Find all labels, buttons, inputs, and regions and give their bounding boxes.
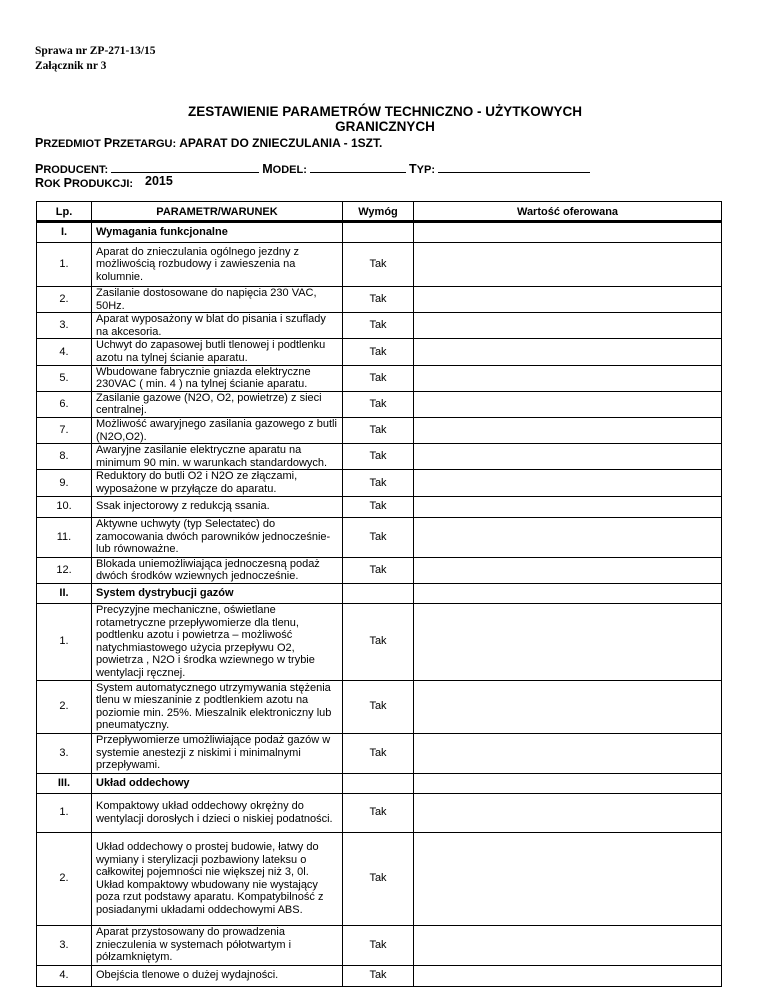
row-offered-value[interactable]: [414, 470, 722, 496]
table-row: [37, 391, 722, 417]
row-parameter: Kompaktowy układ oddechowy okrężny do wentylacji dorosłych i dzieci o niskiej podatności.: [92, 793, 343, 832]
producer-row: [35, 161, 590, 176]
table-row: [37, 925, 722, 965]
row-parameter: Możliwość awaryjnego zasilania gazowego z butli (N2O,O2).: [92, 417, 343, 443]
table-row: [37, 417, 722, 443]
table-row: [37, 313, 722, 339]
row-parameter: Obejścia tlenowe o dużej wydajności.: [92, 965, 343, 986]
table-row: [37, 339, 722, 365]
title-line-2: GRANICZNYCH: [335, 119, 435, 134]
row-parameter: Wymagania funkcjonalne: [92, 223, 343, 243]
table-row: [37, 832, 722, 925]
producer-blank: [111, 161, 259, 173]
section-row: [37, 583, 722, 603]
header-requirement: Wymóg: [343, 202, 414, 223]
row-offered-value[interactable]: [414, 339, 722, 365]
row-parameter: Aktywne uchwyty (typ Selectatec) do zamocowania dwóch parowników jednocześnie-lub równoważne.: [92, 517, 343, 557]
producer-label: PRODUCENT:: [35, 162, 109, 176]
type-blank: [438, 161, 590, 173]
row-parameter: System automatycznego utrzymywania stężenia tlenu w mieszaninie z podtlenkiem azotu na poziomie min. 25%. Mieszalnik elektroniczny lub pneumatyczny.: [92, 680, 343, 733]
row-parameter: Blokada uniemożliwiająca jednoczesną podaż dwóch środków wziewnych jednocześnie.: [92, 557, 343, 583]
row-parameter: Układ oddechowy: [92, 773, 343, 793]
row-offered-value[interactable]: [414, 773, 722, 793]
row-requirement: Tak: [343, 243, 414, 287]
case-number: Sprawa nr ZP-271-13/15: [35, 45, 156, 57]
row-offered-value[interactable]: [414, 832, 722, 925]
row-number: 6.: [37, 391, 92, 417]
row-parameter: Reduktory do butli O2 i N2O ze złączami, wyposażone w przyłącze do aparatu.: [92, 470, 343, 496]
row-offered-value[interactable]: [414, 965, 722, 986]
row-offered-value[interactable]: [414, 313, 722, 339]
row-number: 12.: [37, 557, 92, 583]
row-offered-value[interactable]: [414, 391, 722, 417]
row-number: 10.: [37, 496, 92, 517]
row-number: 3.: [37, 925, 92, 965]
row-requirement: Tak: [343, 925, 414, 965]
row-offered-value[interactable]: [414, 583, 722, 603]
row-number: 2.: [37, 287, 92, 313]
row-number: 7.: [37, 417, 92, 443]
table-row: [37, 243, 722, 287]
row-requirement: Tak: [343, 517, 414, 557]
row-parameter: Uchwyt do zapasowej butli tlenowej i podtlenku azotu na tylnej ścianie aparatu.: [92, 339, 343, 365]
table-body: [37, 223, 722, 987]
row-offered-value[interactable]: [414, 243, 722, 287]
row-requirement: Tak: [343, 444, 414, 470]
page-title: [90, 104, 680, 134]
row-number: 8.: [37, 444, 92, 470]
row-requirement: Tak: [343, 733, 414, 773]
row-number: III.: [37, 773, 92, 793]
row-number: 5.: [37, 365, 92, 391]
row-number: I.: [37, 223, 92, 243]
table-row: [37, 557, 722, 583]
row-offered-value[interactable]: [414, 365, 722, 391]
row-offered-value[interactable]: [414, 603, 722, 680]
row-requirement: Tak: [343, 603, 414, 680]
table-row: [37, 517, 722, 557]
row-requirement: [343, 583, 414, 603]
row-parameter: Zasilanie gazowe (N2O, O2, powietrze) z sieci centralnej.: [92, 391, 343, 417]
row-number: 11.: [37, 517, 92, 557]
row-number: 3.: [37, 733, 92, 773]
row-parameter: Układ oddechowy o prostej budowie, łatwy do wymiany i sterylizacji pozbawiony lateksu o całkowitej pojemności nie większej niż 3, 0l. Układ kompaktowy wbudowany nie wystający poza rzut podstawy aparatu. Kompatybilność z posiadanymi układami oddechowymi ABS.: [92, 832, 343, 925]
header-parameter: PARAMETR/WARUNEK: [92, 202, 343, 223]
row-parameter: Ssak injectorowy z redukcją ssania.: [92, 496, 343, 517]
table-row: [37, 680, 722, 733]
title-line-1: ZESTAWIENIE PARAMETRÓW TECHNICZNO - UŻYTKOWYCH: [188, 104, 582, 119]
row-offered-value[interactable]: [414, 223, 722, 243]
row-parameter: Precyzyjne mechaniczne, oświetlane rotametryczne przepływomierze dla tlenu, podtlenku azotu i powietrza – możliwość natychmiastowego użycia przepływu O2, powietrza , N2O i środka wziewnego w trybie wentylacji ręcznej.: [92, 603, 343, 680]
subject-row: [35, 136, 382, 150]
model-blank: [310, 161, 406, 173]
parameters-table: [36, 201, 722, 987]
row-requirement: Tak: [343, 287, 414, 313]
row-requirement: Tak: [343, 365, 414, 391]
row-offered-value[interactable]: [414, 517, 722, 557]
section-row: [37, 223, 722, 243]
row-offered-value[interactable]: [414, 557, 722, 583]
subject-label: PRZEDMIOT PRZETARGU:: [35, 136, 177, 150]
row-number: 1.: [37, 243, 92, 287]
row-parameter: Wbudowane fabrycznie gniazda elektryczne 230VAC ( min. 4 ) na tylnej ścianie aparatu.: [92, 365, 343, 391]
row-offered-value[interactable]: [414, 680, 722, 733]
row-requirement: Tak: [343, 391, 414, 417]
row-parameter: Aparat przystosowany do prowadzenia znieczulenia w systemach półotwartym i półzamkniętym.: [92, 925, 343, 965]
table-row: [37, 365, 722, 391]
table-row: [37, 793, 722, 832]
row-requirement: Tak: [343, 793, 414, 832]
row-requirement: Tak: [343, 417, 414, 443]
row-number: 4.: [37, 339, 92, 365]
row-number: 9.: [37, 470, 92, 496]
row-offered-value[interactable]: [414, 793, 722, 832]
subject-value: APARAT DO ZNIECZULANIA - 1SZT.: [179, 136, 383, 150]
table-row: [37, 496, 722, 517]
row-requirement: Tak: [343, 832, 414, 925]
row-parameter: System dystrybucji gazów: [92, 583, 343, 603]
section-row: [37, 773, 722, 793]
row-requirement: Tak: [343, 680, 414, 733]
row-offered-value[interactable]: [414, 417, 722, 443]
row-requirement: [343, 773, 414, 793]
row-offered-value[interactable]: [414, 287, 722, 313]
table-row: [37, 733, 722, 773]
row-number: II.: [37, 583, 92, 603]
header-offered-value: Wartość oferowana: [414, 202, 722, 223]
table-row: [37, 287, 722, 313]
table-row: [37, 470, 722, 496]
row-requirement: Tak: [343, 496, 414, 517]
row-requirement: Tak: [343, 313, 414, 339]
year-value: 2015: [145, 174, 173, 188]
row-requirement: Tak: [343, 965, 414, 986]
row-offered-value[interactable]: [414, 925, 722, 965]
row-requirement: Tak: [343, 339, 414, 365]
row-parameter: Aparat wyposażony w blat do pisania i szuflady na akcesoria.: [92, 313, 343, 339]
row-number: 1.: [37, 793, 92, 832]
row-number: 2.: [37, 680, 92, 733]
table-row: [37, 444, 722, 470]
header-lp: Lp.: [37, 202, 92, 223]
row-offered-value[interactable]: [414, 444, 722, 470]
row-number: 1.: [37, 603, 92, 680]
row-requirement: Tak: [343, 470, 414, 496]
row-parameter: Aparat do znieczulania ogólnego jezdny z możliwością rozbudowy i zawieszenia na kolumnie.: [92, 243, 343, 287]
row-offered-value[interactable]: [414, 733, 722, 773]
year-label: ROK PRODUKCJI:: [35, 176, 134, 190]
type-label: TYP:: [409, 162, 436, 176]
table-row: [37, 965, 722, 986]
row-offered-value[interactable]: [414, 496, 722, 517]
model-label: MODEL:: [262, 162, 307, 176]
row-number: 3.: [37, 313, 92, 339]
row-parameter: Awaryjne zasilanie elektryczne aparatu na minimum 90 min. w warunkach standardowych.: [92, 444, 343, 470]
table-row: [37, 603, 722, 680]
row-number: 2.: [37, 832, 92, 925]
row-parameter: Przepływomierze umożliwiające podaż gazów w systemie anestezji z niskimi i minimalnymi przepływami.: [92, 733, 343, 773]
row-requirement: Tak: [343, 557, 414, 583]
year-row: [35, 176, 133, 190]
row-parameter: Zasilanie dostosowane do napięcia 230 VAC, 50Hz.: [92, 287, 343, 313]
table-header-row: [37, 202, 722, 223]
attachment-number: Załącznik nr 3: [35, 60, 107, 72]
row-requirement: [343, 223, 414, 243]
row-number: 4.: [37, 965, 92, 986]
